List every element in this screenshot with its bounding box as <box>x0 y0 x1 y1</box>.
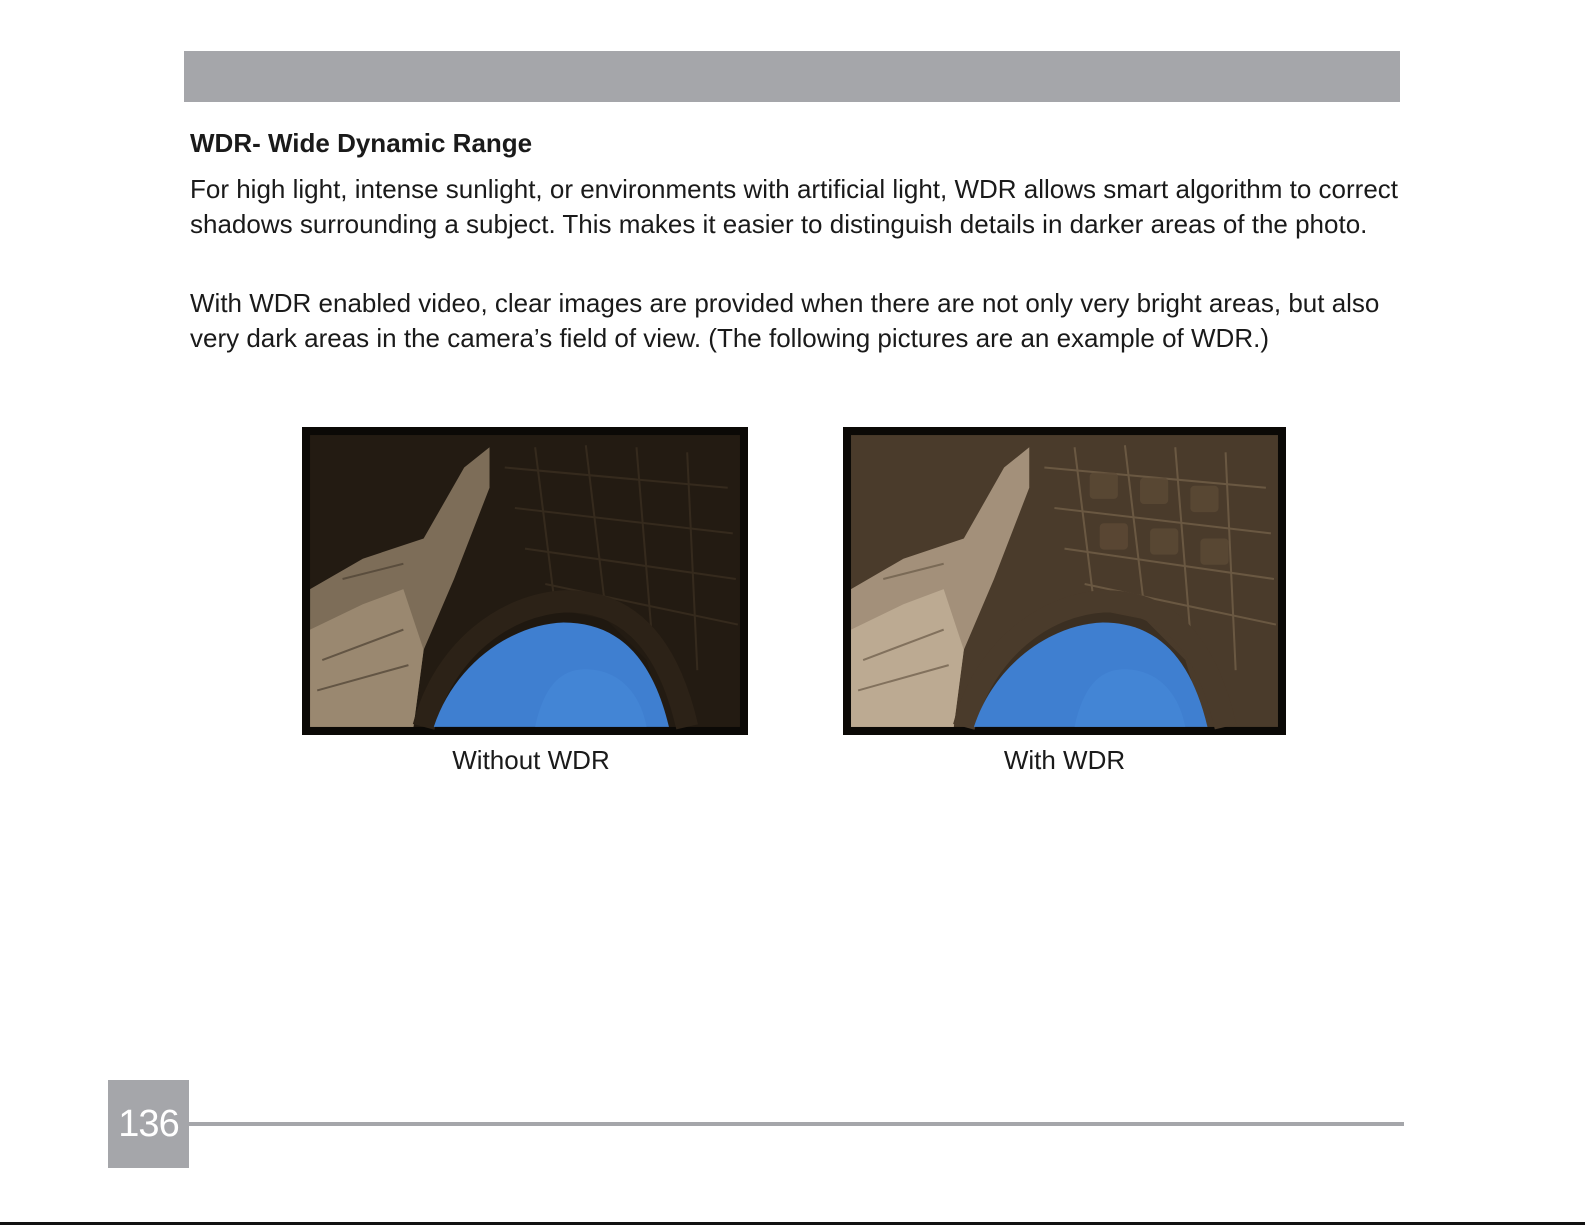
arch-photo-with-wdr <box>843 427 1286 735</box>
figure-without-wdr <box>302 427 748 775</box>
arch-photo-without-wdr <box>302 427 748 735</box>
caption-without-wdr: Without WDR <box>452 745 610 775</box>
header-bar <box>184 51 1400 102</box>
footer-divider <box>188 1122 1404 1126</box>
section-title: WDR- Wide Dynamic Range <box>190 128 533 158</box>
paragraph-wdr-video: With WDR enabled video, clear images are provided when there are not only very bright areas, but also very dark areas in the camera’s field of view. (The following pictures are an example of WDR.) <box>190 288 1380 353</box>
caption-with-wdr: With WDR <box>1003 745 1126 775</box>
figure-with-wdr <box>843 427 1286 775</box>
page-number: 136 <box>108 1080 189 1168</box>
paragraph-intro: For high light, intense sunlight, or environments with artificial light, WDR allows smart algorithm to correct shadows surrounding a subject. This makes it easier to distinguish details in darker areas of the photo. <box>190 174 1399 239</box>
